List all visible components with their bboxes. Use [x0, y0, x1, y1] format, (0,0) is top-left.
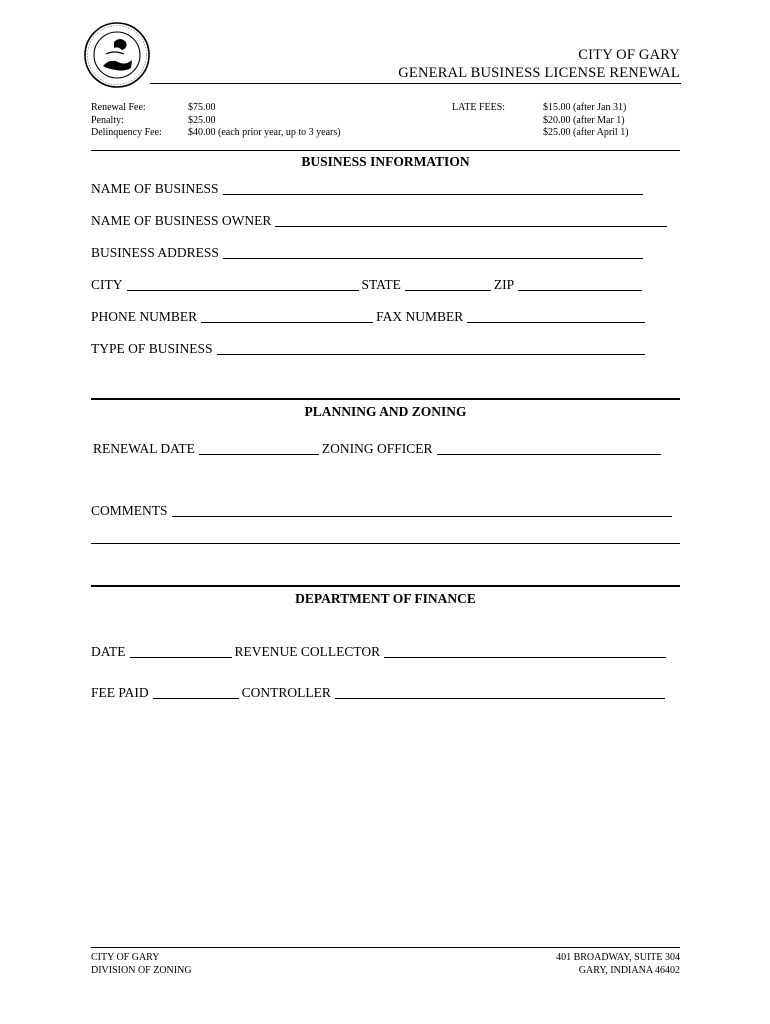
penalty-label: Penalty:	[91, 114, 124, 126]
footer-rule	[91, 947, 680, 948]
business-owner-label: NAME OF BUSINESS OWNER	[91, 213, 272, 228]
business-name-row	[91, 181, 646, 197]
zip-field[interactable]	[518, 279, 642, 291]
city-state-zip-row	[91, 277, 645, 293]
phone-label: PHONE NUMBER	[91, 309, 198, 324]
business-owner-row	[91, 213, 670, 229]
late-fee-3: $25.00 (after April 1)	[543, 127, 629, 138]
renewal-fee-value: $75.00	[188, 102, 216, 113]
late-fee-values	[543, 102, 629, 140]
fee-labels	[91, 102, 162, 140]
header-city: CITY OF GARY	[578, 47, 680, 63]
fee-controller-row	[91, 685, 668, 701]
business-name-field[interactable]	[223, 183, 643, 195]
business-name-label: NAME OF BUSINESS	[91, 181, 219, 196]
date-field[interactable]	[130, 646, 232, 658]
fee-paid-field[interactable]	[153, 687, 239, 699]
controller-label: CONTROLLER	[241, 685, 331, 700]
header-rule	[150, 83, 681, 84]
city-seal-logo	[84, 22, 150, 88]
business-address-row	[91, 245, 646, 261]
business-info-heading: BUSINESS INFORMATION	[301, 154, 470, 169]
finance-heading: DEPARTMENT OF FINANCE	[295, 591, 476, 606]
state-label: STATE	[361, 277, 401, 292]
comments-line-2[interactable]	[91, 543, 680, 544]
business-address-field[interactable]	[223, 247, 643, 259]
late-fee-2: $20.00 (after Mar 1)	[543, 114, 625, 126]
late-fee-1: $15.00 (after Jan 31)	[543, 102, 627, 113]
city-field[interactable]	[127, 279, 359, 291]
footer-right	[556, 952, 680, 977]
comments-field[interactable]	[172, 505, 672, 517]
footer-city: CITY OF GARY	[91, 952, 160, 963]
date-label: DATE	[91, 644, 126, 659]
renewal-fee-label: Renewal Fee:	[91, 102, 146, 113]
finance-divider	[91, 585, 680, 587]
zip-label: ZIP	[493, 277, 515, 292]
comments-row	[91, 503, 675, 519]
renewal-date-label: RENEWAL DATE	[93, 441, 195, 456]
controller-field[interactable]	[335, 687, 665, 699]
header-title: GENERAL BUSINESS LICENSE RENEWAL	[398, 65, 680, 81]
fees-divider	[91, 150, 680, 151]
penalty-value: $25.00	[188, 114, 216, 126]
footer-left	[91, 952, 192, 977]
fee-values	[188, 102, 341, 140]
renewal-zoning-row	[93, 441, 664, 457]
date-revenue-row	[91, 644, 669, 660]
footer-address: 401 BROADWAY, SUITE 304	[556, 952, 680, 963]
city-label: CITY	[91, 277, 123, 292]
comments-label: COMMENTS	[91, 503, 168, 518]
fax-label: FAX NUMBER	[376, 309, 464, 324]
business-address-label: BUSINESS ADDRESS	[91, 245, 219, 260]
late-fees-label: LATE FEES:	[452, 102, 506, 113]
planning-heading: PLANNING AND ZONING	[304, 404, 467, 419]
delinquency-fee-label: Delinquency Fee:	[91, 127, 162, 138]
footer-city-state: GARY, INDIANA 46402	[578, 964, 680, 976]
state-field[interactable]	[405, 279, 491, 291]
fee-paid-label: FEE PAID	[91, 685, 149, 700]
phone-field[interactable]	[201, 311, 373, 323]
business-type-label: TYPE OF BUSINESS	[91, 341, 213, 356]
business-type-row	[91, 341, 648, 357]
business-owner-field[interactable]	[275, 215, 667, 227]
svg-text:Gary: Gary	[109, 56, 125, 63]
phone-fax-row	[91, 309, 648, 325]
zoning-officer-label: ZONING OFFICER	[321, 441, 433, 456]
footer-division: DIVISION OF ZONING	[91, 964, 192, 976]
renewal-date-field[interactable]	[199, 443, 319, 455]
business-type-field[interactable]	[217, 343, 645, 355]
zoning-officer-field[interactable]	[437, 443, 661, 455]
revenue-collector-field[interactable]	[384, 646, 666, 658]
revenue-collector-label: REVENUE COLLECTOR	[234, 644, 381, 659]
fax-field[interactable]	[467, 311, 645, 323]
delinquency-fee-value: $40.00 (each prior year, up to 3 years)	[188, 127, 341, 138]
planning-divider	[91, 398, 680, 400]
